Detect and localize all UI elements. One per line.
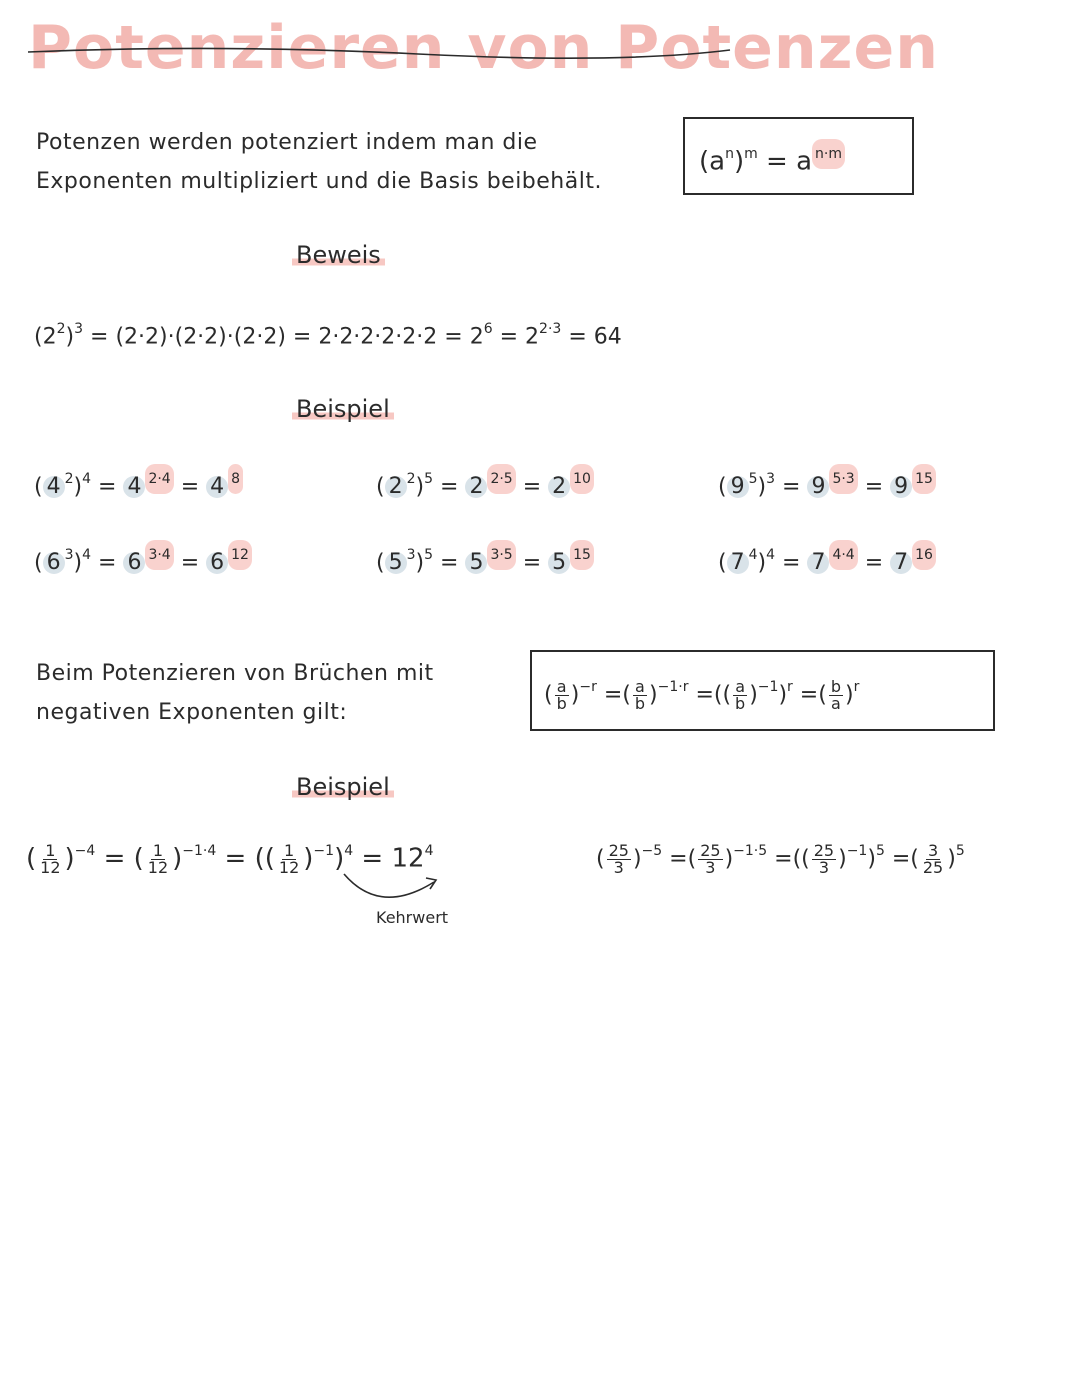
example-heading-1: Beispiel bbox=[292, 394, 394, 424]
kehrwert-label: Kehrwert bbox=[376, 908, 449, 927]
fraction-rule-formula: ( $\frac{a}{b}$ )$^{-r}$ =( $\frac{a}{b}$ )$^{-1\cdot r}$ =(( $\frac{a}{b}$ )$^{-1}$)$^r$ =( $\frac{b}{a}$ )$^r$ bbox=[544, 676, 860, 713]
fraction-example-1: ( $\frac{1}{12}$ )$^{-4}$ = ( $\frac{1}{12}$ )$^{-1\cdot 4}$ = (( $\frac{1}{12}$ )$^{-1})^4 = 12^4$ bbox=[26, 840, 434, 877]
example-1: ( 4 $^2$)$^4$ = 4 $^{2\cdot 4}$ = 4 $^8$ bbox=[34, 466, 243, 502]
proof-line: $(2^2)^3 = (2\cdot 2)\cdot(2\cdot 2)\cdot(2\cdot 2) = 2\cdot 2\cdot 2\cdot 2\cdot 2\cdot 2 = 2^6 = 2^{2\cdot 3} = 64$ bbox=[34, 321, 622, 350]
intro-line-1: Potenzen werden potenziert indem man die bbox=[36, 130, 538, 155]
example-6: ( 7 $^4$)$^4$ = 7 $^{4\cdot 4}$ = 7 $^{16}$ bbox=[718, 542, 936, 578]
page-title: Potenzieren von Potenzen bbox=[28, 13, 939, 83]
fractions-line-1: Beim Potenzieren von Brüchen mit bbox=[36, 661, 434, 686]
example-heading-2: Beispiel bbox=[292, 772, 394, 802]
intro-line-2: Exponenten multipliziert und die Basis beibehält. bbox=[36, 169, 602, 194]
example-4: ( 6 $^3$)$^4$ = 6 $^{3\cdot 4}$ = 6 $^{12}$ bbox=[34, 542, 252, 578]
rule-box bbox=[683, 117, 914, 195]
example-5: ( 5 $^3$)$^5$ = 5 $^{3\cdot 5}$ = 5 $^{15}$ bbox=[376, 542, 594, 578]
proof-heading: Beweis bbox=[292, 240, 385, 270]
fraction-example-2: ( $\frac{25}{3}$ )$^{-5}$ =( $\frac{25}{3}$ )$^{-1\cdot 5}$ =(( $\frac{25}{3}$ )$^{-1}$)$^5$ =( $\frac{3}{25}$ )$^5$ bbox=[596, 840, 965, 877]
title-underline-icon bbox=[18, 0, 738, 80]
rule-formula: $(a^n)^m = a$ $^{n\cdot m}$ bbox=[699, 141, 845, 177]
example-2: ( 2 $^2$)$^5$ = 2 $^{2\cdot 5}$ = 2 $^{10}$ bbox=[376, 466, 594, 502]
fraction-rule-box bbox=[530, 650, 995, 731]
fractions-line-2: negativen Exponenten gilt: bbox=[36, 700, 348, 725]
example-3: ( 9 $^5$)$^3$ = 9 $^{5\cdot 3}$ = 9 $^{15}$ bbox=[718, 466, 936, 502]
